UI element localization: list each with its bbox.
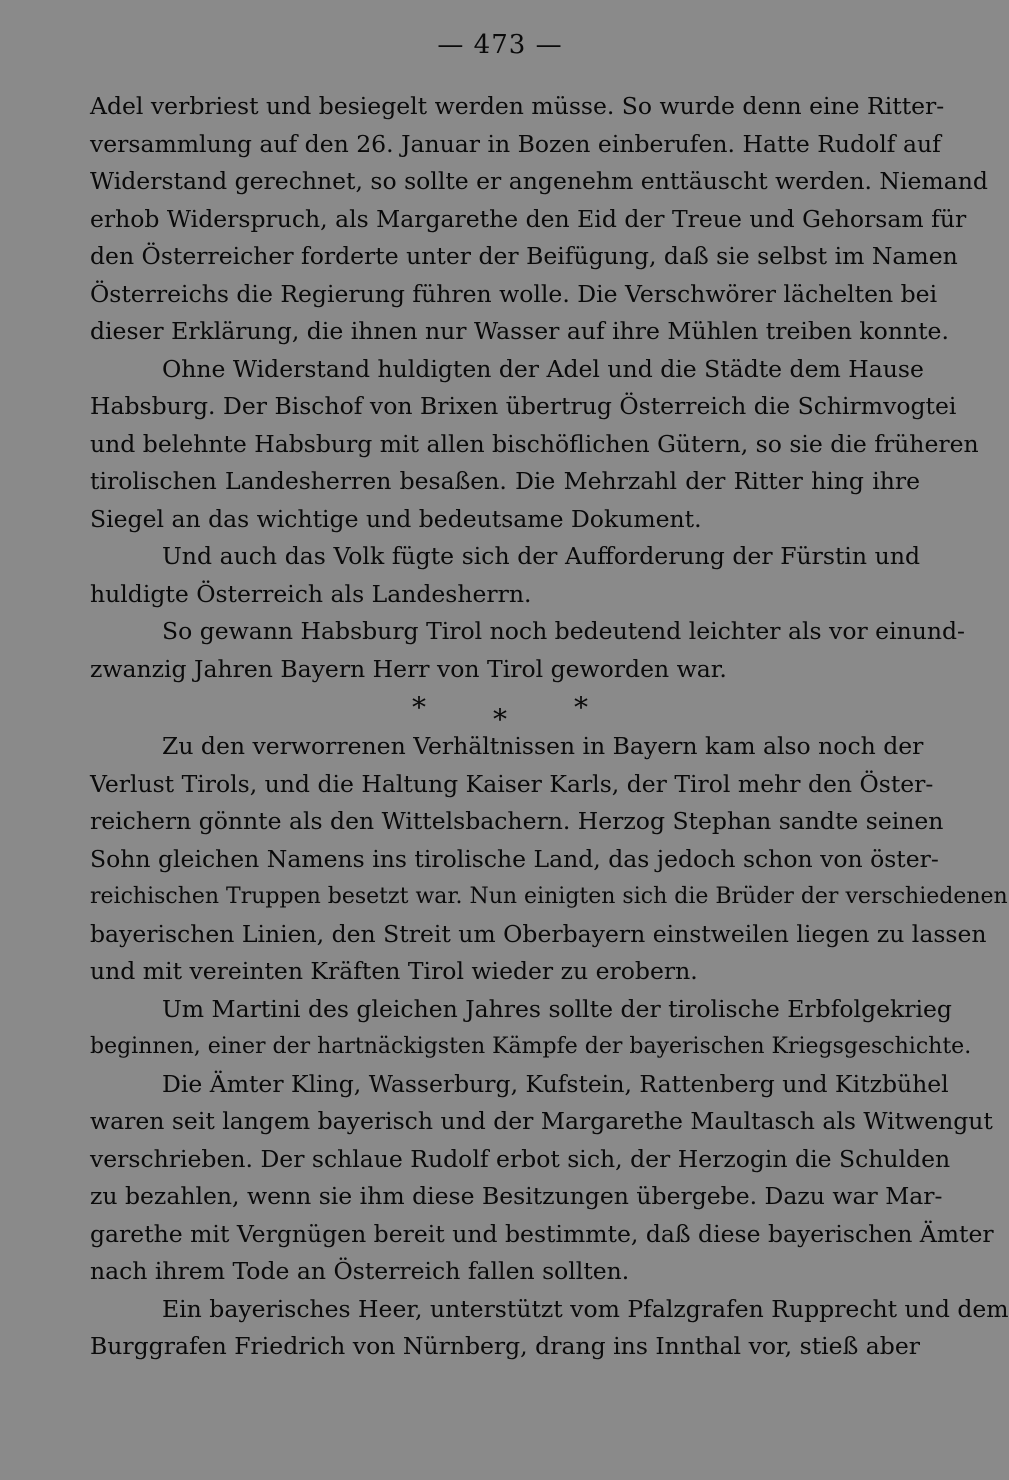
text-line: und mit vereinten Kräften Tirol wieder zu erobern. <box>90 957 698 985</box>
text-line: nach ihrem Tode an Österreich fallen sollten. <box>90 1257 630 1285</box>
text-line: Siegel an das wichtige und bedeutsame Dokument. <box>90 504 702 533</box>
paragraph <box>90 1066 994 1291</box>
text-line: Habsburg. Der Bischof von Brixen übertrug Österreich die Schirmvogtei <box>90 392 957 420</box>
text-line: beginnen, einer der hartnäckigsten Kämpfe der bayerischen Kriegsgeschichte. <box>90 1034 972 1059</box>
page-number: — 473 — <box>437 30 563 60</box>
text-line: So gewann Habsburg Tirol noch bedeutend leichter als vor einund- <box>162 617 965 645</box>
text-line: Zu den verworrenen Verhältnissen in Bayern kam also noch der <box>162 732 924 760</box>
text-line: Um Martini des gleichen Jahres sollte der tirolische Erbfolgekrieg <box>162 994 952 1023</box>
text-line: huldigte Österreich als Landesherrn. <box>90 579 532 608</box>
section-separator <box>90 688 920 736</box>
text-line: dieser Erklärung, die ihnen nur Wasser auf ihre Mühlen treiben konnte. <box>90 317 949 345</box>
text-line: verschrieben. Der schlaue Rudolf erbot sich, der Herzogin die Schulden <box>90 1144 951 1173</box>
text-line: Österreichs die Regierung führen wolle. Die Verschwörer lächelten bei <box>90 279 938 308</box>
text-line: waren seit langem bayerisch und der Margarethe Maultasch als Witwengut <box>90 1107 993 1135</box>
text-line: den Österreicher forderte unter der Beifügung, daß sie selbst im Namen <box>90 242 958 270</box>
text-line: Verlust Tirols, und die Haltung Kaiser Karls, der Tirol mehr den Öster- <box>90 769 934 798</box>
text-line: Adel verbriest und besiegelt werden müsse. So wurde denn eine Ritter- <box>90 92 945 120</box>
text-line: reichischen Truppen besetzt war. Nun einigten sich die Brüder der verschiedenen <box>90 884 1008 909</box>
paragraph <box>90 88 988 351</box>
text-line: Und auch das Volk fügte sich der Aufforderung der Fürstin und <box>162 542 920 570</box>
paragraph <box>90 538 920 613</box>
paragraph <box>90 351 979 539</box>
text-line: versammlung auf den 26. Januar in Bozen einberufen. Hatte Rudolf auf <box>90 129 941 158</box>
text-line: Die Ämter Kling, Wasserburg, Kufstein, Rattenberg und Kitzbühel <box>162 1069 949 1098</box>
paragraph <box>90 991 972 1066</box>
text-line: reichern gönnte als den Wittelsbachern. Herzog Stephan sandte seinen <box>90 807 944 835</box>
text-line: Widerstand gerechnet, so sollte er angenehm enttäuscht werden. Niemand <box>90 167 988 195</box>
text-line: garethe mit Vergnügen bereit und bestimmte, daß diese bayerischen Ämter <box>90 1219 994 1248</box>
separator-asterisk: * <box>493 703 507 736</box>
separator-asterisk: * <box>574 691 588 724</box>
paragraph <box>90 613 965 688</box>
text-line: Ein bayerisches Heer, unterstützt vom Pfalzgrafen Rupprecht und dem <box>162 1294 1009 1323</box>
paragraph <box>90 1291 1009 1366</box>
body-text <box>90 88 1009 1366</box>
text-line: bayerischen Linien, den Streit um Oberbayern einstweilen liegen zu lassen <box>90 919 987 948</box>
text-line: zwanzig Jahren Bayern Herr von Tirol geworden war. <box>90 654 727 683</box>
text-line: und belehnte Habsburg mit allen bischöflichen Gütern, so sie die früheren <box>90 429 979 458</box>
text-line: erhob Widerspruch, als Margarethe den Eid der Treue und Gehorsam für <box>90 204 967 233</box>
text-line: Ohne Widerstand huldigten der Adel und die Städte dem Hause <box>162 354 924 383</box>
paragraph <box>90 728 1008 991</box>
text-line: zu bezahlen, wenn sie ihm diese Besitzungen übergebe. Dazu war Mar- <box>90 1182 943 1210</box>
text-line: Sohn gleichen Namens ins tirolische Land, das jedoch schon von öster- <box>90 844 939 873</box>
text-line: Burggrafen Friedrich von Nürnberg, drang ins Innthal vor, stieß aber <box>90 1332 920 1360</box>
text-line: tirolischen Landesherren besaßen. Die Mehrzahl der Ritter hing ihre <box>90 467 920 495</box>
separator-asterisk: * <box>412 691 426 724</box>
